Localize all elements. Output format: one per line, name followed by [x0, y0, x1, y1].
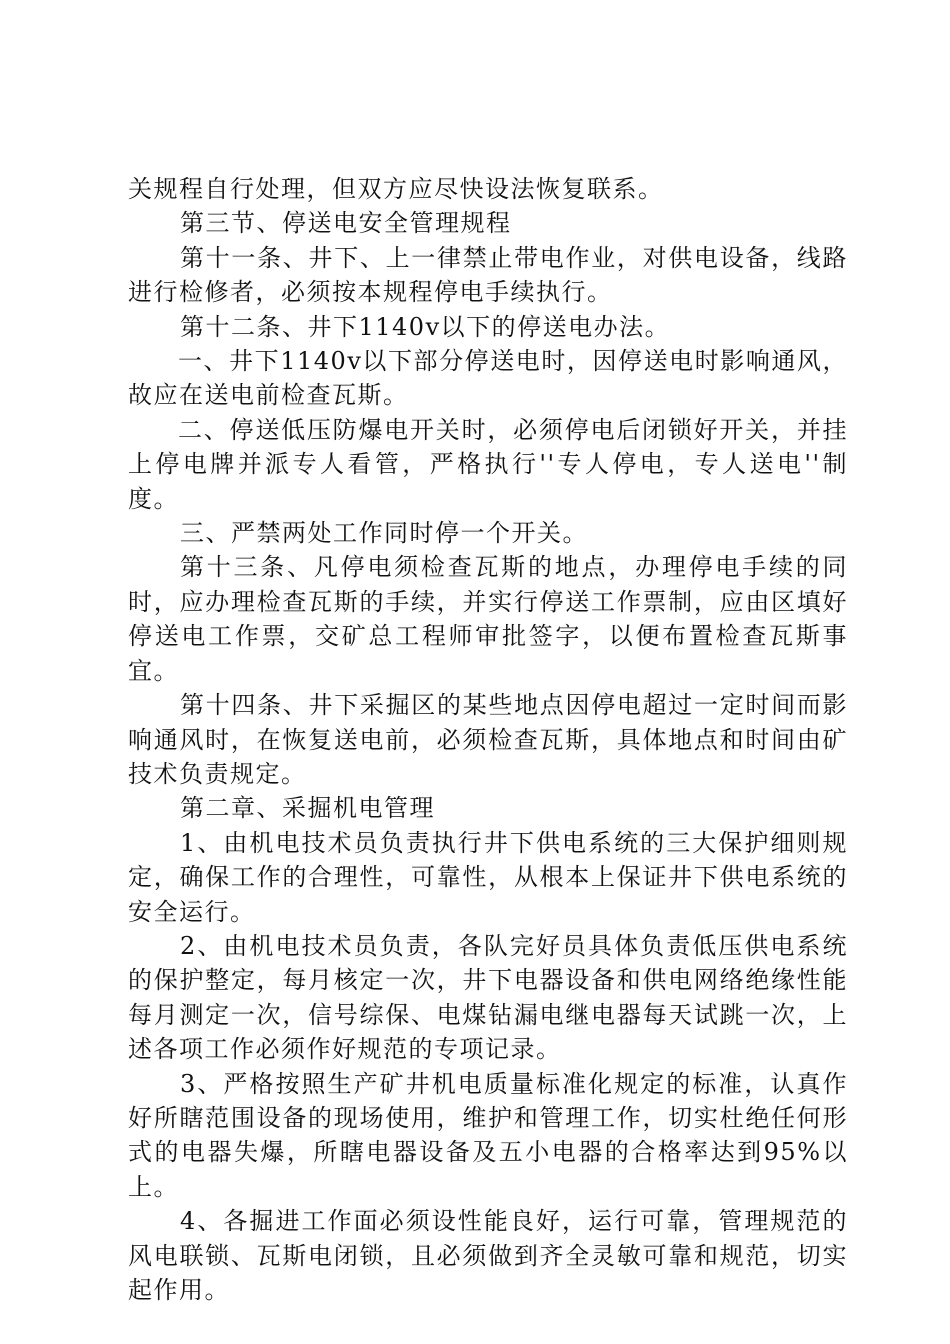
document-body	[128, 172, 848, 1307]
list-item-1: 1、由机电技术员负责执行井下供电系统的三大保护细则规定，确保工作的合理性，可靠性，从根本上保证井下供电系统的安全运行。	[128, 828, 848, 926]
chapter-heading: 第二章、采掘机电管理	[180, 794, 435, 823]
article-12: 第十二条、井下1140v以下的停送电办法。	[180, 312, 671, 341]
section-heading: 第三节、停送电安全管理规程	[180, 209, 512, 238]
article-11: 第十一条、井下、上一律禁止带电作业，对供电设备，线路进行检修者，必须按本规程停电手续执行。	[128, 243, 848, 307]
article-12-item-1: 一、井下1140v以下部分停送电时，因停送电时影响通风，故应在送电前检查瓦斯。	[128, 347, 848, 410]
list-item-3: 3、严格按照生产矿井机电质量标准化规定的标准，认真作好所瞎范围设备的现场使用，维护和管理工作，切实杜绝任何形式的电器失爆，所瞎电器设备及五小电器的合格率达到95%以上。	[128, 1069, 848, 1201]
article-12-item-2: 二、停送低压防爆电开关时，必须停电后闭锁好开关，并挂上停电牌并派专人看管，严格执行''专人停电，专人送电''制度。	[128, 415, 848, 513]
paragraph-continuation: 关规程自行处理，但双方应尽快设法恢复联系。	[128, 175, 664, 203]
article-14: 第十四条、井下采掘区的某些地点因停电超过一定时间而影响通风时，在恢复送电前，必须检查瓦斯，具体地点和时间由矿技术负责规定。	[128, 691, 848, 788]
list-item-2: 2、由机电技术员负责，各队完好员具体负责低压供电系统的保护整定，每月核定一次，井下电器设备和供电网络绝缘性能每月测定一次，信号综保、电煤钻漏电继电器每天试跳一次，上述各项工作必须作好规范的专项记录。	[128, 931, 848, 1064]
article-13: 第十三条、凡停电须检查瓦斯的地点，办理停电手续的同时，应办理检查瓦斯的手续，并实行停送工作票制，应由区填好停送电工作票，交矿总工程师审批签字，以便布置检查瓦斯事宜。	[128, 553, 848, 685]
list-item-4: 4、各掘进工作面必须设性能良好，运行可靠，管理规范的风电联锁、瓦斯电闭锁，且必须做到齐全灵敏可靠和规范，切实起作用。	[128, 1207, 848, 1304]
article-12-item-3: 三、严禁两处工作同时停一个开关。	[180, 519, 588, 548]
